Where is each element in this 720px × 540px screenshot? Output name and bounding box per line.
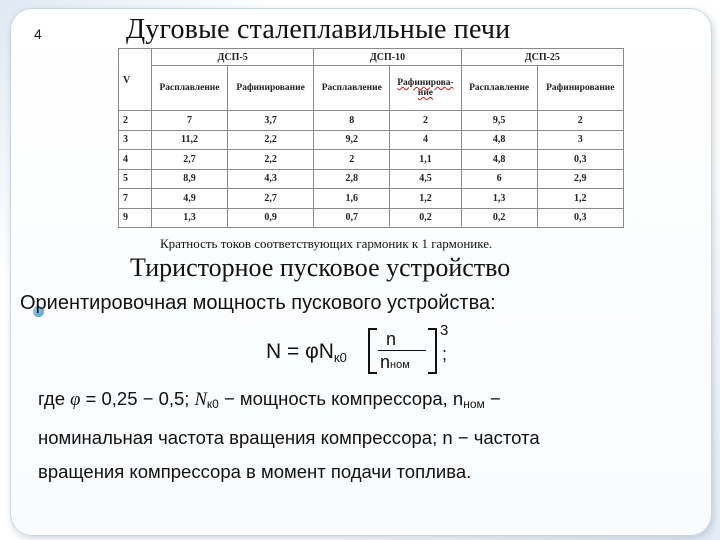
table-cell: 8 [314,111,390,131]
table-cell: 4,5 [390,169,461,189]
table-cell: 3 [119,130,152,150]
table-cell: 2,2 [227,130,313,150]
text-fragment: где [38,388,71,409]
table-cell: 9 [119,208,152,228]
n-subscript: к0 [206,397,219,411]
fraction-line [378,350,426,351]
v-column-header [119,49,152,111]
table-cell: 6 [461,169,537,189]
table-subheader-row [119,66,624,111]
table-row [119,208,624,228]
subheader: Расплавление [314,66,390,111]
table-cell: 2,9 [537,169,623,189]
table-row [119,169,624,189]
phi-symbol: φ [70,390,81,410]
formula-denominator [380,352,410,373]
table-cell: 2,7 [227,189,313,209]
furnace-header-2: ДСП-10 [314,49,461,66]
formula-semicolon: ; [442,344,448,364]
table-cell: 4 [390,130,461,150]
table-row [119,111,624,131]
table-cell: 7 [119,189,152,209]
explanation-text [38,382,658,489]
furnace-header-3: ДСП-25 [461,49,623,66]
formula-exponent: 3 [440,322,449,339]
table-cell: 1,2 [390,189,461,209]
table-cell: 1,2 [537,189,623,209]
table-cell: 3 [537,130,623,150]
formula-lhs [266,340,347,365]
right-bracket-icon [428,328,437,374]
table-cell: 0,9 [227,208,313,228]
table-row [119,130,624,150]
table-cell: 2 [390,111,461,131]
text-fragment: − [484,388,501,409]
table-cell: 1,1 [390,150,461,170]
table-cell: 4,9 [152,189,228,209]
table-row [119,189,624,209]
explanation-line-1 [38,382,658,421]
table-cell: 1,3 [152,208,228,228]
v-label: V [123,75,131,86]
table-cell: 1,6 [314,189,390,209]
subheader: Рафинирование [537,66,623,111]
table-cell: 7 [152,111,228,131]
nnom-subscript: ном [463,397,485,411]
table-cell: 4 [119,150,152,170]
section-heading: Тиристорное пусковое устройство [130,253,511,282]
explanation-line-2: номинальная частота вращения компрессора; n − частота [38,427,540,448]
table-cell: 9,2 [314,130,390,150]
table-header-row [119,49,624,66]
text-fragment: − мощность компрессора, n [218,388,464,409]
table-cell: 2 [119,111,152,131]
subheader-part: Рафинирова- [397,78,454,88]
table-cell: 2,7 [152,150,228,170]
table-cell: 3,7 [227,111,313,131]
table-cell: 8,9 [152,169,228,189]
table-cell: 2 [537,111,623,131]
table-cell: 1,3 [461,189,537,209]
table-cell: 4,8 [461,130,537,150]
bullet-text: Ориентировочная мощность пускового устройства: [20,292,496,314]
left-bracket-icon [368,328,377,374]
table-row [119,150,624,170]
table-cell: 2 [314,150,390,170]
subheader: Расплавление [461,66,537,111]
table-cell: 9,5 [461,111,537,131]
table-cell: 0,3 [537,208,623,228]
formula-numerator: n [386,329,397,349]
table-cell: 0,3 [537,150,623,170]
table-caption: Кратность токов соответствующих гармоник к 1 гармонике. [160,236,493,251]
table-cell: 0,2 [390,208,461,228]
harmonics-table [118,48,624,228]
table-cell: 2,8 [314,169,390,189]
table-cell: 0,7 [314,208,390,228]
formula-den-text: n [380,352,391,372]
table-cell: 4,8 [461,150,537,170]
formula-lhs-sub: к0 [333,350,347,365]
page-title: Дуговые сталеплавильные печи [126,14,511,45]
table-cell: 2,2 [227,150,313,170]
subheader-wrap [397,78,453,98]
subheader [390,66,461,111]
explanation-line-3: вращения компрессора в момент подачи топлива. [38,461,472,482]
furnace-header-1: ДСП-5 [152,49,314,66]
n-symbol: N [194,390,207,410]
table-cell: 4,3 [227,169,313,189]
table-cell: 11,2 [152,130,228,150]
formula-den-sub: ном [390,359,410,371]
subheader-part: ние [417,88,434,98]
table-cell: 0,2 [461,208,537,228]
slide-number: 4 [34,26,42,42]
subheader: Расплавление [152,66,228,111]
formula-lhs-text: N = φN [266,340,334,363]
table-cell: 5 [119,169,152,189]
text-fragment: = 0,25 − 0,5; [80,388,195,409]
subheader: Рафинирование [227,66,313,111]
